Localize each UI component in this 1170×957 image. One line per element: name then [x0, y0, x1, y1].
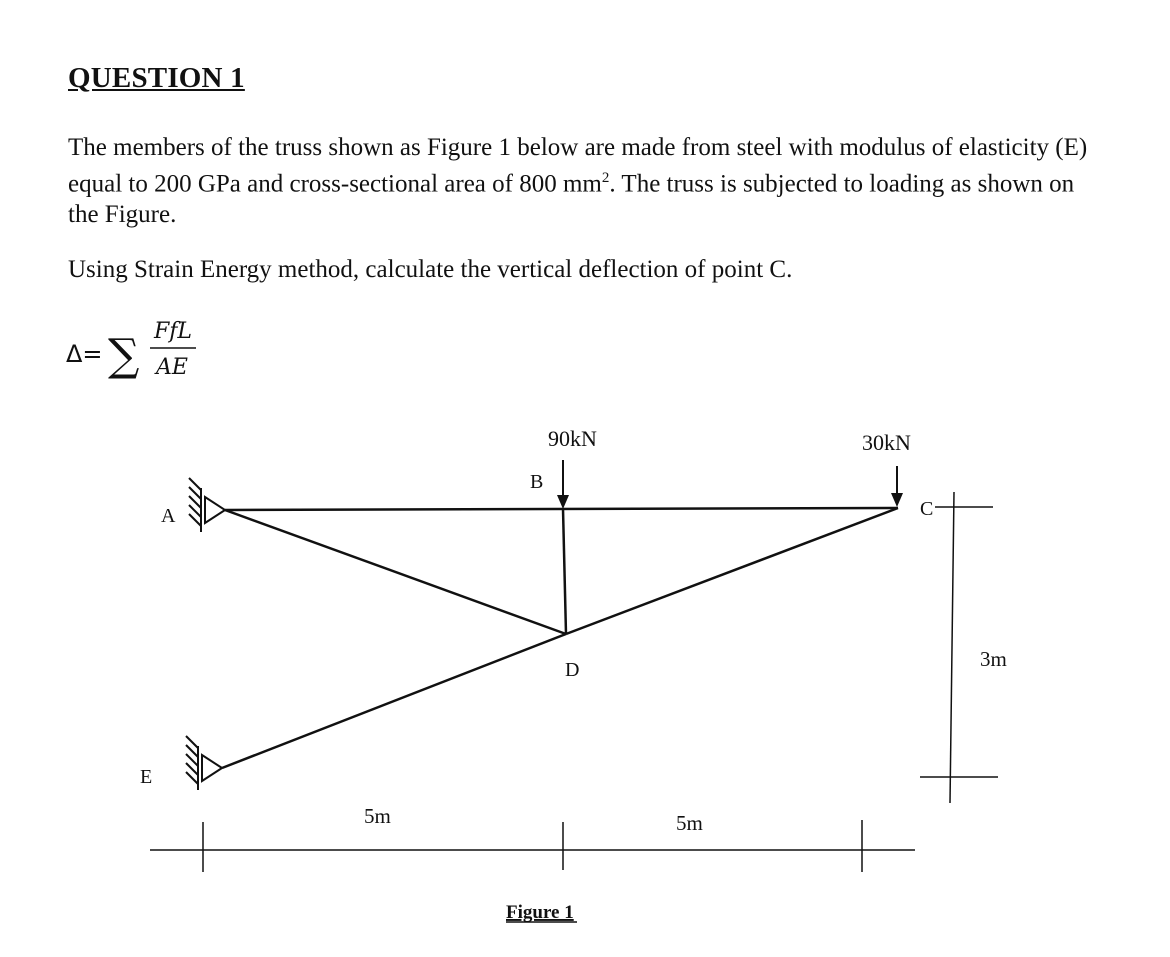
formula-sum-symbol: ∑: [108, 330, 140, 381]
formula-lhs: Δ=: [66, 340, 103, 368]
paragraph-part-2: . The truss is subjected to loading as shown on the Figure.: [68, 170, 1075, 229]
member-ed: [222, 634, 566, 768]
node-label-a: A: [161, 505, 176, 527]
formula-denominator: AE: [156, 355, 188, 380]
question-title: QUESTION 1: [68, 62, 245, 94]
dimension-span-right: 5m: [676, 811, 703, 835]
load-arrow-b: [557, 460, 569, 509]
member-bd: [563, 509, 566, 634]
load-label-c: 30kN: [862, 430, 911, 455]
paragraph-part-1: The members of the truss shown as Figure 1 below are made from steel with modulus of elasticity (E) equal to 200 GPa and cross-sectional area of 800 mm: [68, 134, 1088, 198]
member-ad: [225, 510, 566, 634]
paragraph-superscript: 2: [601, 170, 610, 186]
dimension-span-left: 5m: [364, 804, 391, 828]
question-instruction: Using Strain Energy method, calculate the vertical deflection of point C.: [68, 256, 793, 283]
formula-numerator: FfL: [154, 319, 193, 344]
load-arrow-c: [891, 466, 903, 507]
support-a-pin: [189, 478, 225, 532]
dimension-height: 3m: [980, 647, 1007, 671]
node-label-c: C: [920, 498, 934, 520]
support-e-pin: [186, 736, 222, 790]
node-label-e: E: [140, 766, 153, 788]
member-ab-c: [225, 508, 898, 510]
node-label-d: D: [565, 659, 580, 681]
figure-caption: Figure 1: [506, 902, 574, 923]
node-label-b: B: [530, 471, 544, 493]
member-dc: [566, 508, 898, 634]
horizontal-dimension-line: [150, 820, 915, 872]
load-label-b: 90kN: [548, 426, 597, 451]
